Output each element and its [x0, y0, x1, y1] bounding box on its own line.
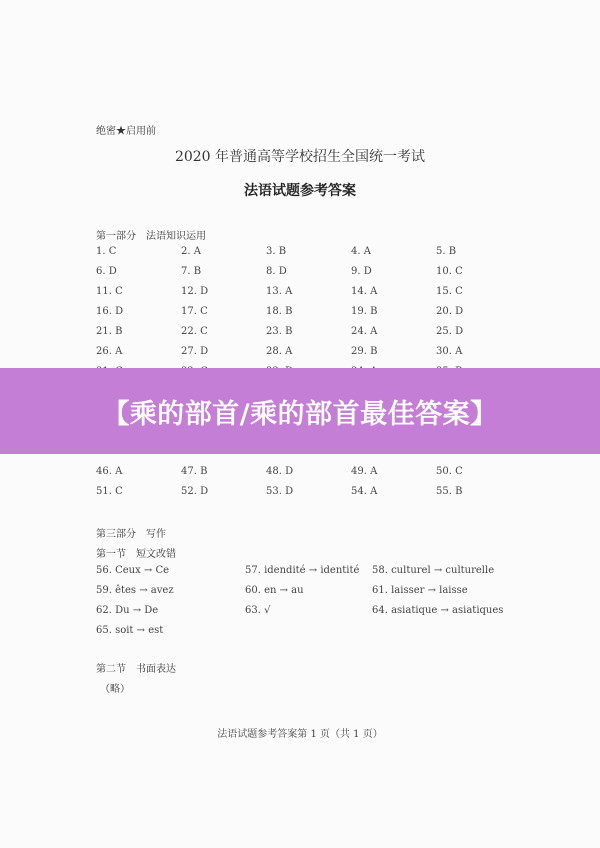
answer-cell: 13. A	[266, 286, 293, 297]
answer-cell: 48. D	[266, 466, 294, 477]
answer-cell: 30. A	[436, 346, 463, 357]
correction-item: 63. √	[245, 605, 271, 616]
answer-cell: 27. D	[181, 346, 209, 357]
section1-heading: 第一节 短文改错	[96, 549, 176, 560]
answer-cell: 18. B	[266, 306, 293, 317]
answer-cell: 28. A	[266, 346, 293, 357]
correction-item: 60. en → au	[245, 585, 304, 596]
correction-item: 58. culturel → culturelle	[372, 565, 495, 576]
correction-item: 62. Du → De	[96, 605, 159, 616]
answer-cell: 47. B	[181, 466, 208, 477]
answer-cell: 26. A	[96, 346, 123, 357]
answer-cell: 25. D	[436, 326, 464, 337]
page-footer: 法语试题参考答案第 1 页（共 1 页）	[217, 729, 383, 740]
correction-item: 61. laisser → laisse	[372, 585, 468, 596]
answer-cell: 9. D	[351, 266, 372, 277]
answer-cell: 4. A	[351, 246, 371, 257]
part1-heading: 第一部分 法语知识运用	[96, 231, 206, 242]
answer-cell: 11. C	[96, 286, 123, 297]
answer-cell: 50. C	[436, 466, 463, 477]
answer-cell: 29. B	[351, 346, 378, 357]
answer-cell: 14. A	[351, 286, 378, 297]
answer-cell: 22. C	[181, 326, 208, 337]
answer-cell: 23. B	[266, 326, 293, 337]
correction-item: 65. soit → est	[96, 625, 164, 636]
answer-key-title: 法语试题参考答案	[244, 183, 356, 199]
answer-cell: 15. C	[436, 286, 463, 297]
answer-cell: 16. D	[96, 306, 124, 317]
answer-cell: 53. D	[266, 486, 294, 497]
answer-cell: 19. B	[351, 306, 378, 317]
part3-heading: 第三部分 写作	[96, 529, 166, 540]
exam-title: 2020 年普通高等学校招生全国统一考试	[174, 149, 426, 165]
answer-cell: 46. A	[96, 466, 123, 477]
answer-cell: 54. A	[351, 486, 378, 497]
correction-item: 59. êtes → avez	[96, 585, 174, 596]
answer-cell: 24. A	[351, 326, 378, 337]
answer-cell: 52. D	[181, 486, 209, 497]
correction-item: 57. idendité → identité	[245, 565, 360, 576]
answer-cell: 51. C	[96, 486, 123, 497]
section2-heading: 第二节 书面表达	[96, 664, 176, 675]
banner-title: 【乘的部首/乘的部首最佳答案】	[102, 398, 498, 430]
answer-cell: 20. D	[436, 306, 464, 317]
answer-cell: 2. A	[181, 246, 201, 257]
confidential-label: 绝密★启用前	[96, 126, 156, 137]
answer-cell: 12. D	[181, 286, 209, 297]
answer-cell: 21. B	[96, 326, 123, 337]
answer-cell: 8. D	[266, 266, 287, 277]
answer-cell: 5. B	[436, 246, 457, 257]
correction-item: 56. Ceux → Ce	[96, 565, 170, 576]
answer-cell: 1. C	[96, 246, 117, 257]
answer-cell: 7. B	[181, 266, 202, 277]
answer-cell: 10. C	[436, 266, 463, 277]
answer-cell: 49. A	[351, 466, 378, 477]
answer-cell: 3. B	[266, 246, 287, 257]
correction-item: 64. asiatique → asiatiques	[372, 605, 504, 616]
answer-cell: 6. D	[96, 266, 117, 277]
section2-note: （略）	[100, 684, 130, 695]
title-banner	[0, 368, 600, 454]
answer-cell: 55. B	[436, 486, 463, 497]
answer-cell: 17. C	[181, 306, 208, 317]
